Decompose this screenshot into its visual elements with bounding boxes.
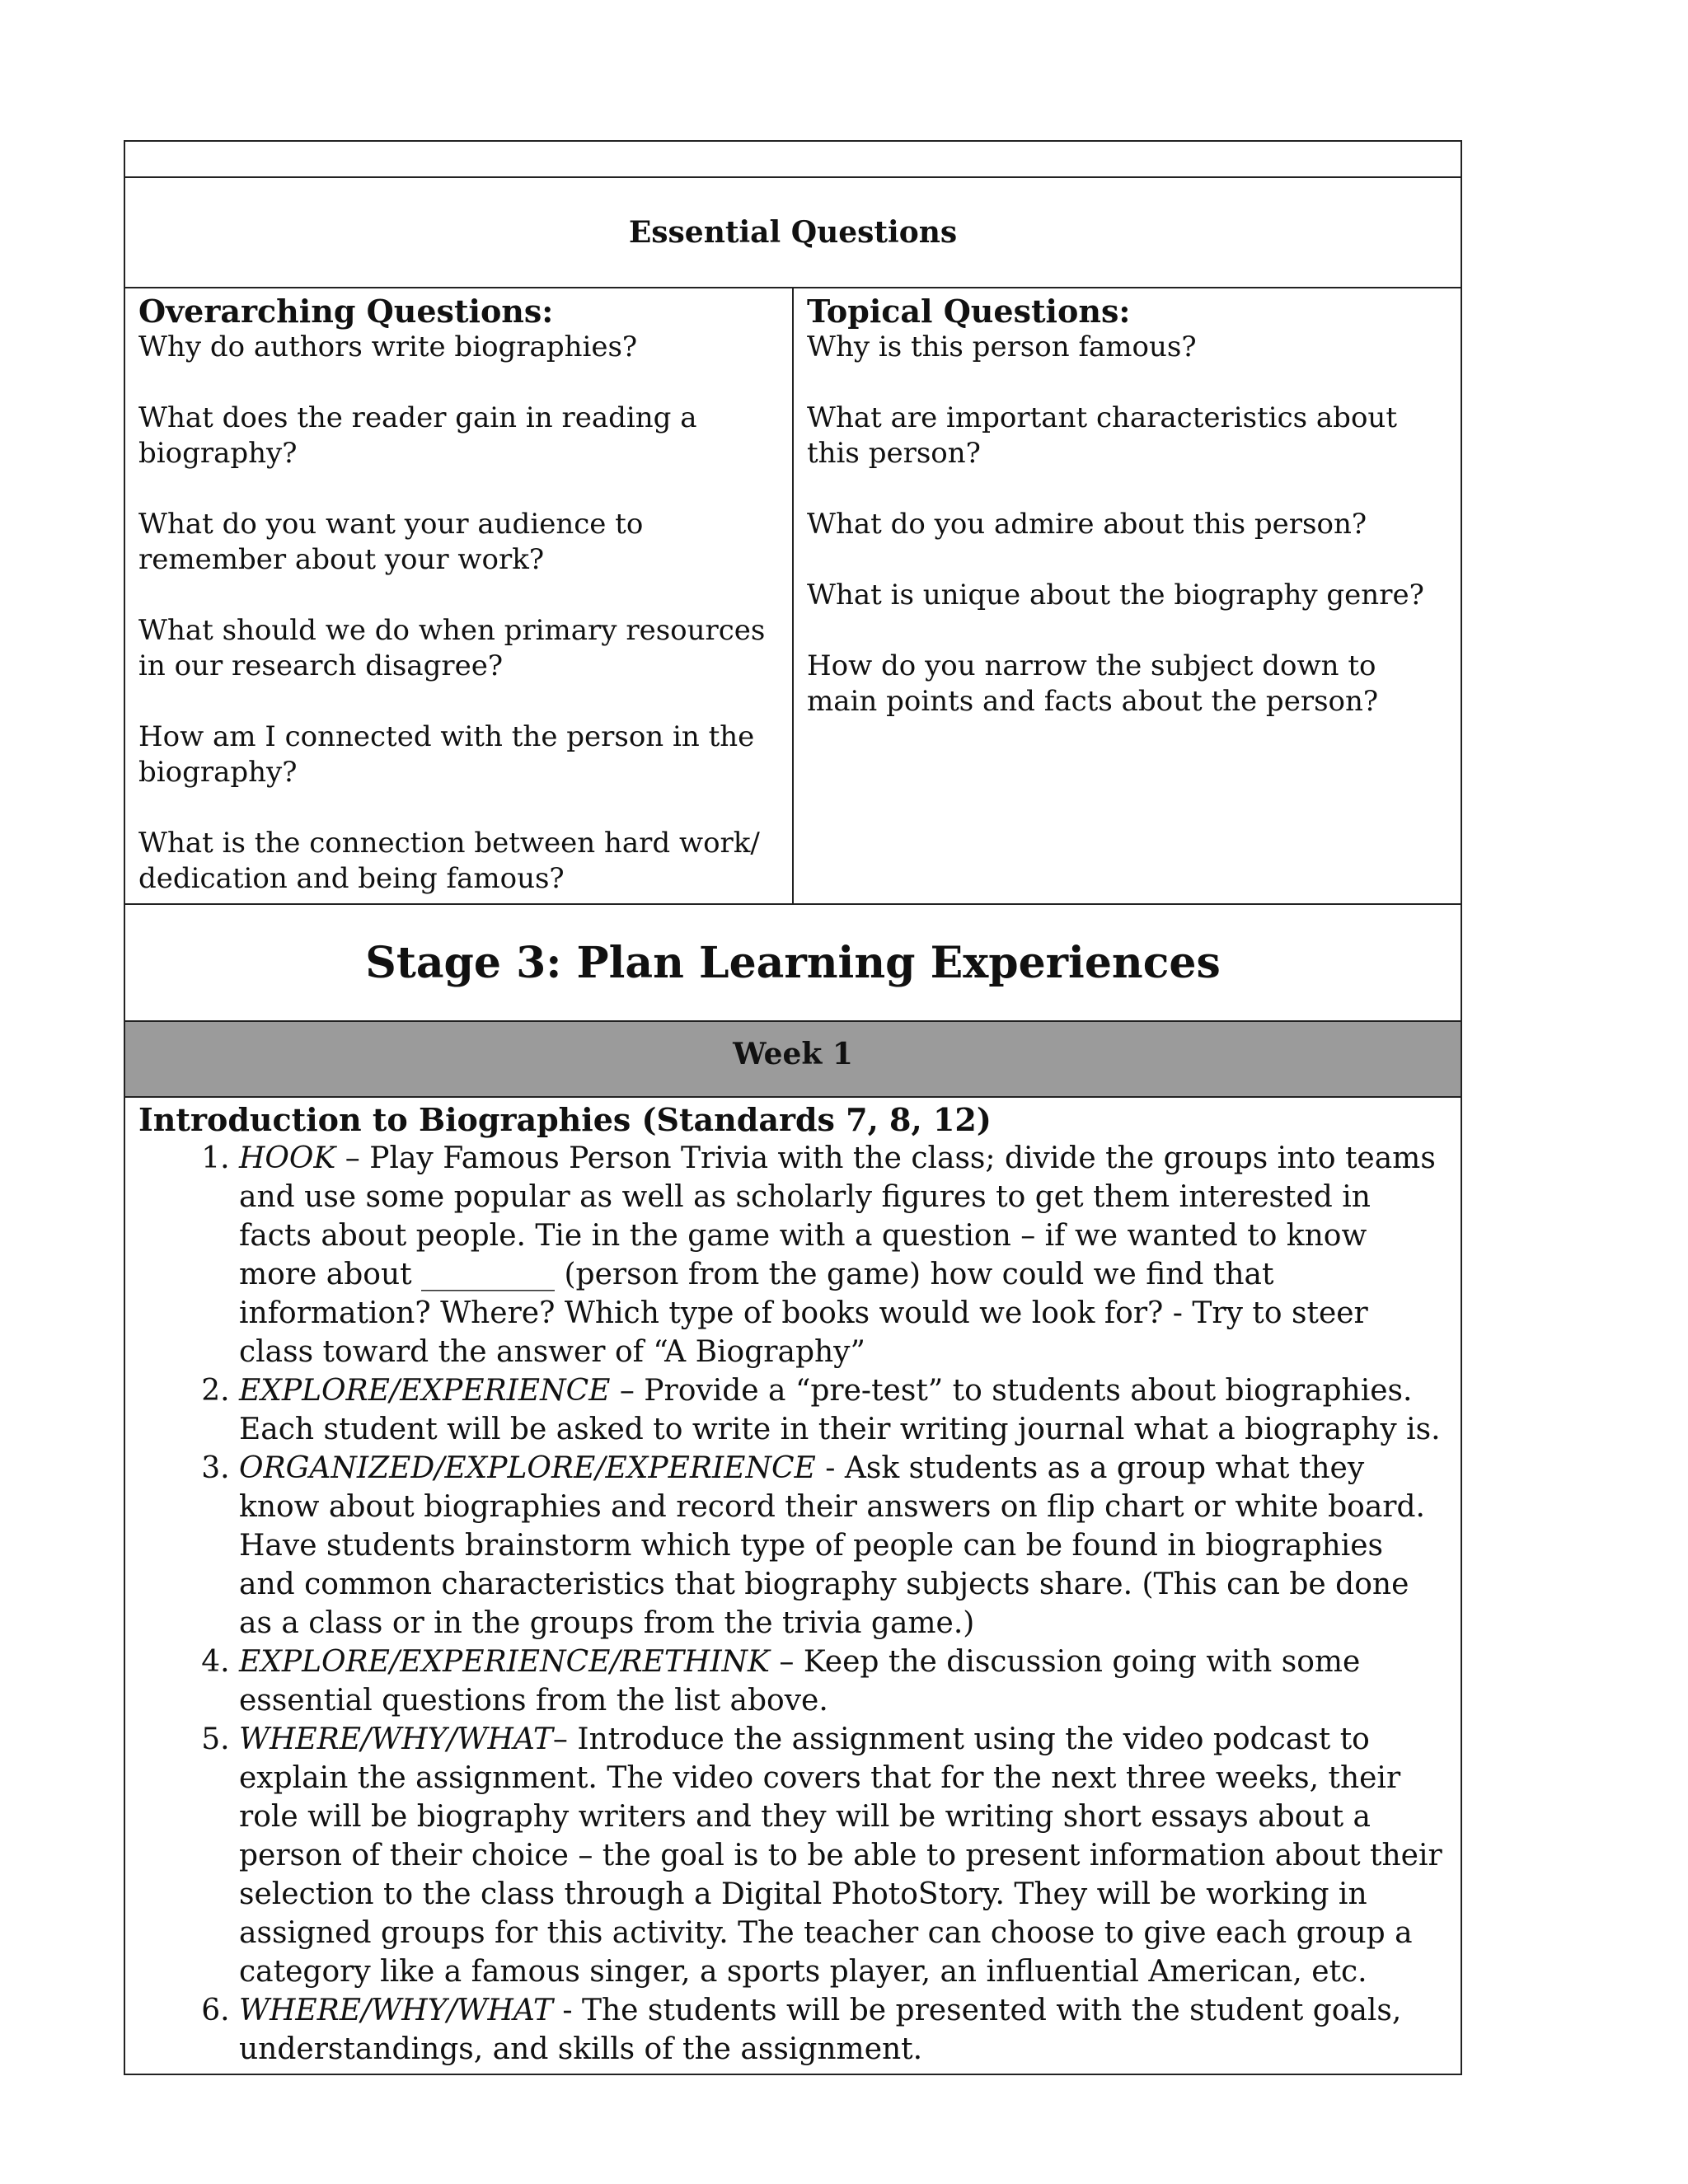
activity-text: – Introduce the assignment using the video podcast to explain the assignment. The video covers that for the next three weeks, their role will be biography writers and they will be writing short essays about a person of their choice – the goal is to be able to present information about their selection to the class through a Digital PhotoStory. They will be working in assigned groups for this activity. The teacher can choose to give each group a category like a famous singer, a sports player, an influential American, etc. <box>239 1722 1442 1989</box>
essential-questions-header-cell <box>124 177 1461 288</box>
activity-item <box>239 1449 1447 1643</box>
activity-item <box>239 1991 1447 2069</box>
activity-text: - Ask students as a group what they know about biographies and record their answers on flip chart or white board. Have students brainstorm which type of people can be found in biographies and common characteristics that biography subjects share. (This can be done as a class or in the groups from the trivia game.) <box>239 1451 1425 1640</box>
blank-cell <box>124 141 1461 177</box>
activity-item <box>239 1643 1447 1720</box>
activity-label: WHERE/WHY/WHAT <box>239 1994 553 2027</box>
activities-cell <box>124 1097 1461 2074</box>
activities-row <box>124 1097 1461 2074</box>
activity-text: - The students will be presented with the student goals, understandings, and skills of the assignment. <box>239 1994 1402 2066</box>
topical-questions-list <box>807 330 1447 719</box>
activity-item <box>239 1371 1447 1449</box>
overarching-questions-cell <box>124 288 793 904</box>
week-cell <box>124 1021 1461 1097</box>
activity-label: ORGANIZED/EXPLORE/EXPERIENCE <box>239 1451 816 1485</box>
topical-questions-cell <box>793 288 1461 904</box>
activity-label: EXPLORE/EXPERIENCE <box>239 1374 611 1408</box>
overarching-question: What should we do when primary resources in our research disagree? <box>138 614 766 682</box>
overarching-question: What do you want your audience to remember about your work? <box>138 508 644 576</box>
topical-question: Why is this person famous? <box>807 330 1197 363</box>
activity-item <box>239 1139 1447 1371</box>
overarching-question: What does the reader gain in reading a biography? <box>138 401 697 470</box>
overarching-question: How am I connected with the person in the biography? <box>138 720 755 789</box>
blank-row <box>124 141 1461 177</box>
stage-row <box>124 904 1461 1021</box>
overarching-question: What is the connection between hard work/ dedication and being famous? <box>138 827 760 895</box>
topical-question: What is unique about the biography genre? <box>807 579 1424 612</box>
essential-questions-title: Essential Questions <box>628 215 958 250</box>
topical-question: How do you narrow the subject down to main points and facts about the person? <box>807 649 1379 718</box>
activity-label: EXPLORE/EXPERIENCE/RETHINK <box>239 1645 770 1679</box>
activities-heading: Introduction to Biographies (Standards 7, 8, 12) <box>138 1101 992 1138</box>
essential-questions-row <box>124 177 1461 288</box>
week-title: Week 1 <box>733 1037 853 1071</box>
topical-question: What are important characteristics about this person? <box>807 401 1397 470</box>
overarching-question: Why do authors write biographies? <box>138 330 638 363</box>
questions-row <box>124 288 1461 904</box>
overarching-questions-heading: Overarching Questions: <box>138 293 554 330</box>
activity-label: HOOK <box>239 1141 336 1175</box>
activity-text: – Keep the discussion going with some essential questions from the list above. <box>239 1645 1361 1718</box>
topical-question: What do you admire about this person? <box>807 508 1367 541</box>
stage-title: Stage 3: Plan Learning Experiences <box>365 937 1221 988</box>
activity-text: – Play Famous Person Trivia with the class; divide the groups into teams and use some popular as well as scholarly figures to get them interested in facts about people. Tie in the game with a question – if we wanted to know more about _________ (person from the game) how could we find that information? Where? Which type of books would we look for? - Try to steer class toward the answer of “A Biography” <box>239 1141 1436 1369</box>
lesson-plan-table <box>124 140 1462 2075</box>
stage-cell <box>124 904 1461 1021</box>
activity-item <box>239 1720 1447 1991</box>
topical-questions-heading: Topical Questions: <box>807 293 1131 330</box>
overarching-questions-list <box>138 330 779 897</box>
week-row <box>124 1021 1461 1097</box>
activity-text: – Provide a “pre-test” to students about biographies. Each student will be asked to write in their writing journal what a biography is. <box>239 1374 1441 1446</box>
activity-label: WHERE/WHY/WHAT <box>239 1722 553 1756</box>
activities-list <box>138 1139 1447 2069</box>
